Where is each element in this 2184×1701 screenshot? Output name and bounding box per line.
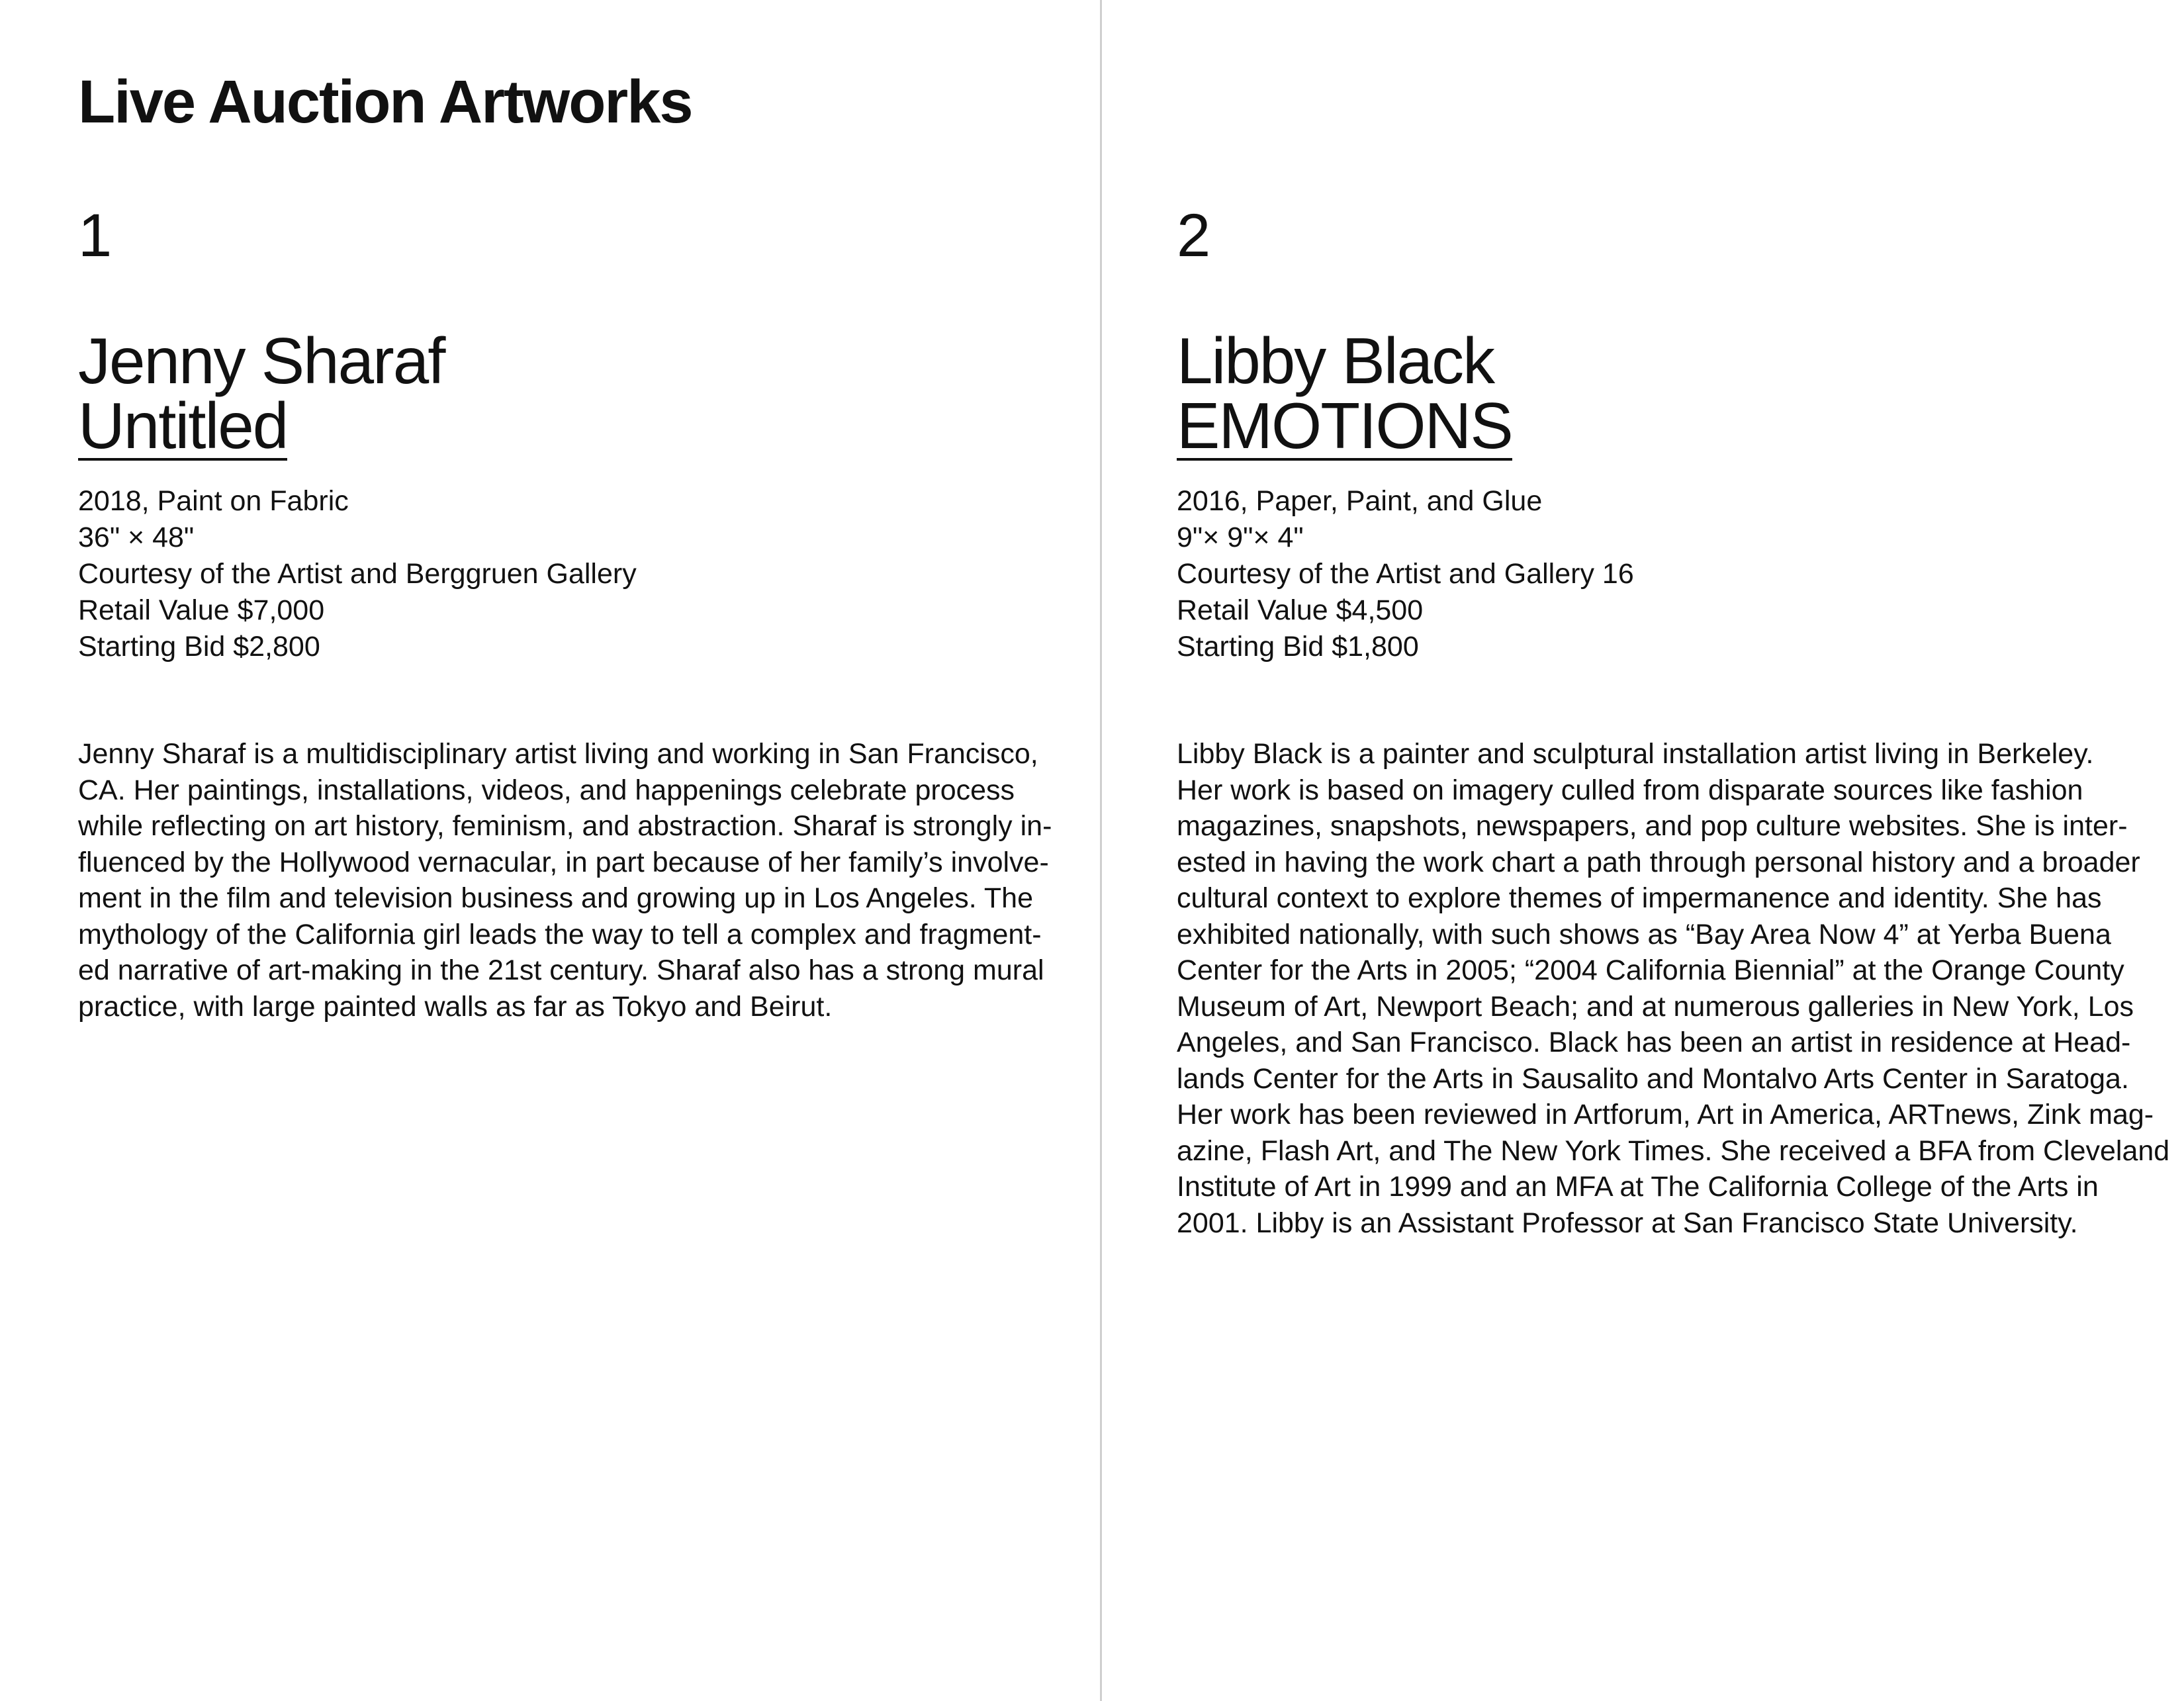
bio-line: while reflecting on art history, feminism, and abstraction. Sharaf is strongly in-	[78, 810, 1052, 842]
lot-number: 1	[78, 202, 113, 269]
bio-line: ment in the film and television business and growing up in Los Angeles. The	[78, 882, 1033, 914]
bio-line: fluenced by the Hollywood vernacular, in part because of her family’s involve-	[78, 846, 1049, 878]
bio-line: Museum of Art, Newport Beach; and at numerous galleries in New York, Los	[1177, 990, 2134, 1023]
artist-name: Jenny Sharaf	[78, 324, 445, 397]
artwork-starting-bid: Starting Bid $1,800	[1177, 631, 1419, 663]
bio-line: mythology of the California girl leads the way to tell a complex and fragment-	[78, 918, 1042, 950]
bio-line: ested in having the work chart a path through personal history and a broader	[1177, 846, 2140, 878]
spread-divider	[1100, 0, 1102, 1701]
artwork-courtesy: Courtesy of the Artist and Berggruen Gallery	[78, 558, 637, 590]
bio-line: lands Center for the Arts in Sausalito and Montalvo Arts Center in Saratoga.	[1177, 1062, 2129, 1095]
artwork-dimensions: 9"× 9"× 4"	[1177, 522, 1304, 553]
bio-line: CA. Her paintings, installations, videos, and happenings celebrate process	[78, 774, 1015, 806]
bio-line: Center for the Arts in 2005; “2004 California Biennial” at the Orange County	[1177, 954, 2124, 986]
bio-line: azine, Flash Art, and The New York Times. She received a BFA from Cleveland	[1177, 1134, 2170, 1167]
bio-line: cultural context to explore themes of impermanence and identity. She has	[1177, 882, 2102, 914]
artwork-starting-bid: Starting Bid $2,800	[78, 631, 320, 663]
artwork-retail-value: Retail Value $4,500	[1177, 594, 1424, 626]
bio-line: exhibited nationally, with such shows as “Bay Area Now 4” at Yerba Buena	[1177, 918, 2111, 950]
artwork-courtesy: Courtesy of the Artist and Gallery 16	[1177, 558, 1634, 590]
artist-bio	[1177, 736, 2169, 1241]
artwork-details	[78, 483, 637, 665]
artwork-title-link[interactable]: EMOTIONS	[1177, 389, 1512, 462]
bio-line: Angeles, and San Francisco. Black has been an artist in residence at Head-	[1177, 1027, 2131, 1058]
bio-line: Her work is based on imagery culled from disparate sources like fashion	[1177, 774, 2083, 806]
bio-line: practice, with large painted walls as far as Tokyo and Beirut.	[78, 990, 833, 1023]
bio-line: ed narrative of art-making in the 21st century. Sharaf also has a strong mural	[78, 954, 1044, 986]
artist-name: Libby Black	[1177, 324, 1494, 397]
artwork-dimensions: 36" × 48"	[78, 522, 195, 553]
bio-line: Her work has been reviewed in Artforum, Art in America, ARTnews, Zink mag-	[1177, 1099, 2154, 1130]
artist-bio	[78, 736, 1052, 1025]
artwork-details	[1177, 483, 1634, 665]
bio-line: Jenny Sharaf is a multidisciplinary artist living and working in San Francisco,	[78, 738, 1038, 770]
artwork-retail-value: Retail Value $7,000	[78, 594, 325, 626]
artwork-year-medium: 2016, Paper, Paint, and Glue	[1177, 485, 1543, 517]
bio-line: Libby Black is a painter and sculptural installation artist living in Berkeley.	[1177, 738, 2094, 770]
bio-line: magazines, snapshots, newspapers, and pop culture websites. She is inter-	[1177, 810, 2128, 842]
artwork-year-medium: 2018, Paint on Fabric	[78, 485, 349, 517]
artwork-title-link[interactable]: Untitled	[78, 389, 288, 462]
page-title: Live Auction Artworks	[78, 68, 692, 136]
lot-number: 2	[1177, 202, 1211, 269]
bio-line: Institute of Art in 1999 and an MFA at The California College of the Arts in	[1177, 1171, 2099, 1203]
bio-line: 2001. Libby is an Assistant Professor at San Francisco State University.	[1177, 1207, 2078, 1239]
